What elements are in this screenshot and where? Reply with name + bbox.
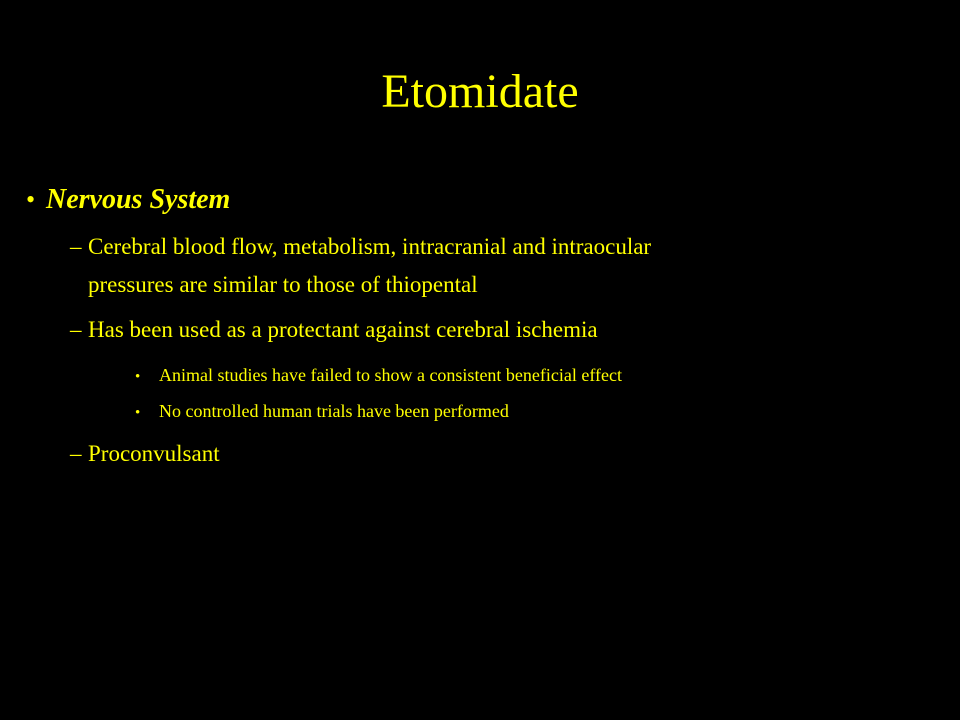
bullet-heading: Nervous System [46, 184, 231, 215]
subpoint-human-trials [135, 399, 509, 425]
dash-icon: – [70, 234, 82, 259]
point-proconvulsant [70, 439, 888, 469]
slide-title: Etomidate [381, 65, 579, 118]
point-text-line2: pressures are similar to those of thiopental [88, 272, 478, 297]
point-cerebral-blood-flow [70, 232, 888, 262]
subpoint-animal-studies [135, 363, 622, 389]
sub-bullet-icon: • [135, 369, 141, 385]
subpoint-text: No controlled human trials have been performed [159, 401, 509, 421]
dash-icon: – [70, 441, 82, 466]
dash-icon: – [70, 317, 82, 342]
point-protectant [70, 315, 888, 345]
point-text-line1: Cerebral blood flow, metabolism, intracranial and intraocular [88, 234, 652, 259]
point-text: Has been used as a protectant against cerebral ischemia [88, 317, 598, 342]
bullet-icon: • [26, 185, 36, 214]
sub-bullet-icon: • [135, 405, 141, 421]
subpoint-text: Animal studies have failed to show a consistent beneficial effect [159, 365, 623, 385]
point-text: Proconvulsant [88, 441, 220, 466]
bullet-nervous-system [26, 183, 230, 217]
